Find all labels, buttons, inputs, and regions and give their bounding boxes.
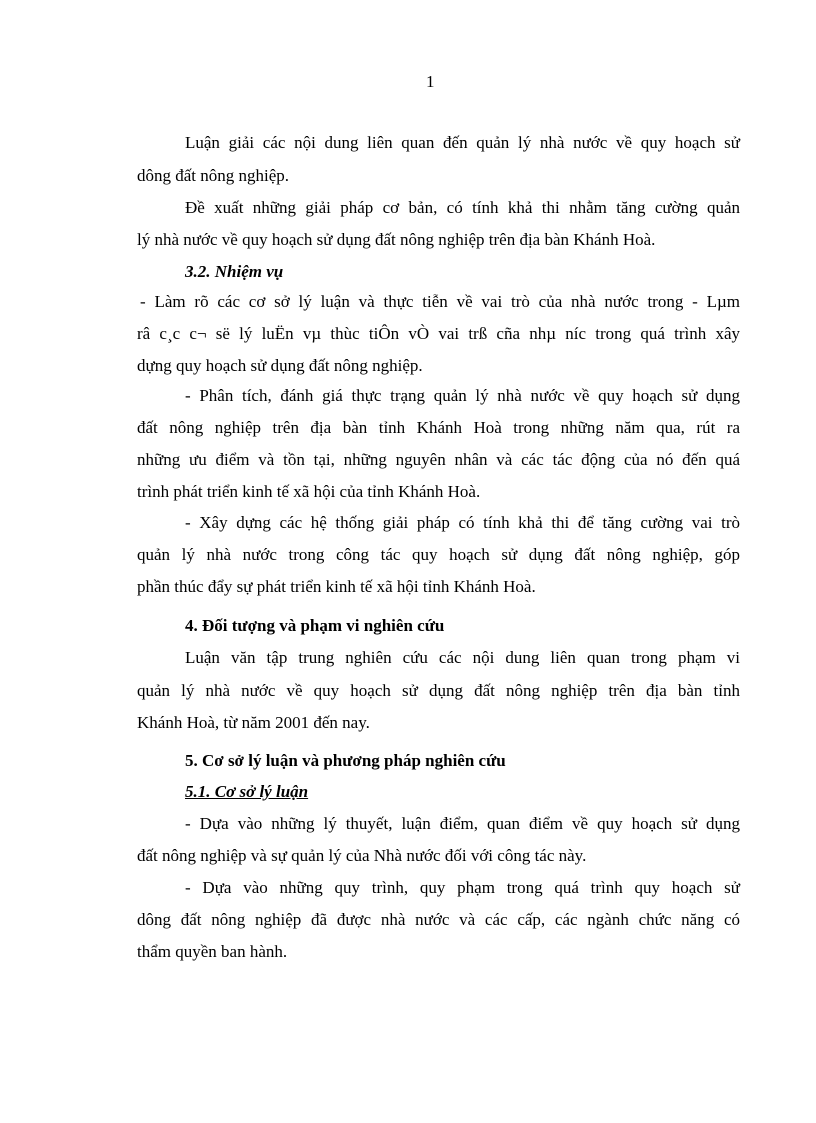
section-heading-5-1: 5.1. Cơ sở lý luận <box>185 782 309 801</box>
section-heading-3-2: 3.2. Nhiệm vụ <box>185 262 284 281</box>
section-heading-5: 5. Cơ sở lý luận và phương pháp nghiên cứu <box>185 751 506 770</box>
page-number: 1 <box>426 72 435 91</box>
body-text-line: những ưu điểm và tồn tại, những nguyên nhân và các tác động của nó đến quá <box>137 450 740 469</box>
body-text-line: dựng quy hoạch sử dụng đất nông nghiệp. <box>137 356 423 375</box>
body-text-line: - Làm rõ các cơ sở lý luận và thực tiễn về vai trò của nhà nước trong - Lµm <box>140 292 740 311</box>
body-text-line: Luận văn tập trung nghiên cứu các nội dung liên quan trong phạm vi <box>185 648 740 667</box>
body-text-line: Đề xuất những giải pháp cơ bản, có tính khả thi nhằm tăng cường quản <box>185 198 740 217</box>
body-text-line: quản lý nhà nước trong công tác quy hoạch sử dụng đất nông nghiệp, góp <box>137 545 740 564</box>
body-text-line: đất nông nghiệp và sự quản lý của Nhà nước đối với công tác này. <box>137 846 587 865</box>
body-text-line: Khánh Hoà, từ năm 2001 đến nay. <box>137 713 370 732</box>
body-text-line: râ c¸c c¬ së lý luËn vµ thùc tiÔn vÒ vai trß cña nhµ níc trong quá trình xây <box>137 324 740 343</box>
section-heading-4: 4. Đối tượng và phạm vi nghiên cứu <box>185 616 445 635</box>
body-text-line: quản lý nhà nước về quy hoạch sử dụng đất nông nghiệp trên địa bàn tỉnh <box>137 681 740 700</box>
body-text-line: dông đất nông nghiệp. <box>137 166 290 185</box>
body-text-line: đất nông nghiệp trên địa bàn tỉnh Khánh Hoà trong những năm qua, rút ra <box>137 418 740 437</box>
body-text-line: trình phát triển kinh tế xã hội của tỉnh Khánh Hoà. <box>137 482 481 501</box>
body-text-line: - Phân tích, đánh giá thực trạng quản lý nhà nước về quy hoạch sử dụng <box>185 386 740 405</box>
body-text-line: thẩm quyền ban hành. <box>137 942 288 961</box>
body-text-line: phần thúc đẩy sự phát triển kinh tế xã hội tỉnh Khánh Hoà. <box>137 577 536 596</box>
body-text-line: - Dựa vào những quy trình, quy phạm trong quá trình quy hoạch sử <box>185 878 740 897</box>
body-text-line: Luận giải các nội dung liên quan đến quản lý nhà nước về quy hoạch sử <box>185 133 740 152</box>
body-text-line: lý nhà nước về quy hoạch sử dụng đất nông nghiệp trên địa bàn Khánh Hoà. <box>137 230 656 249</box>
body-text-line: dông đất nông nghiệp đã được nhà nước và các cấp, các ngành chức năng có <box>137 910 740 929</box>
body-text-line: - Dựa vào những lý thuyết, luận điểm, quan điểm về quy hoạch sử dụng <box>185 814 740 833</box>
body-text-line: - Xây dựng các hệ thống giải pháp có tính khả thi để tăng cường vai trò <box>185 513 740 532</box>
